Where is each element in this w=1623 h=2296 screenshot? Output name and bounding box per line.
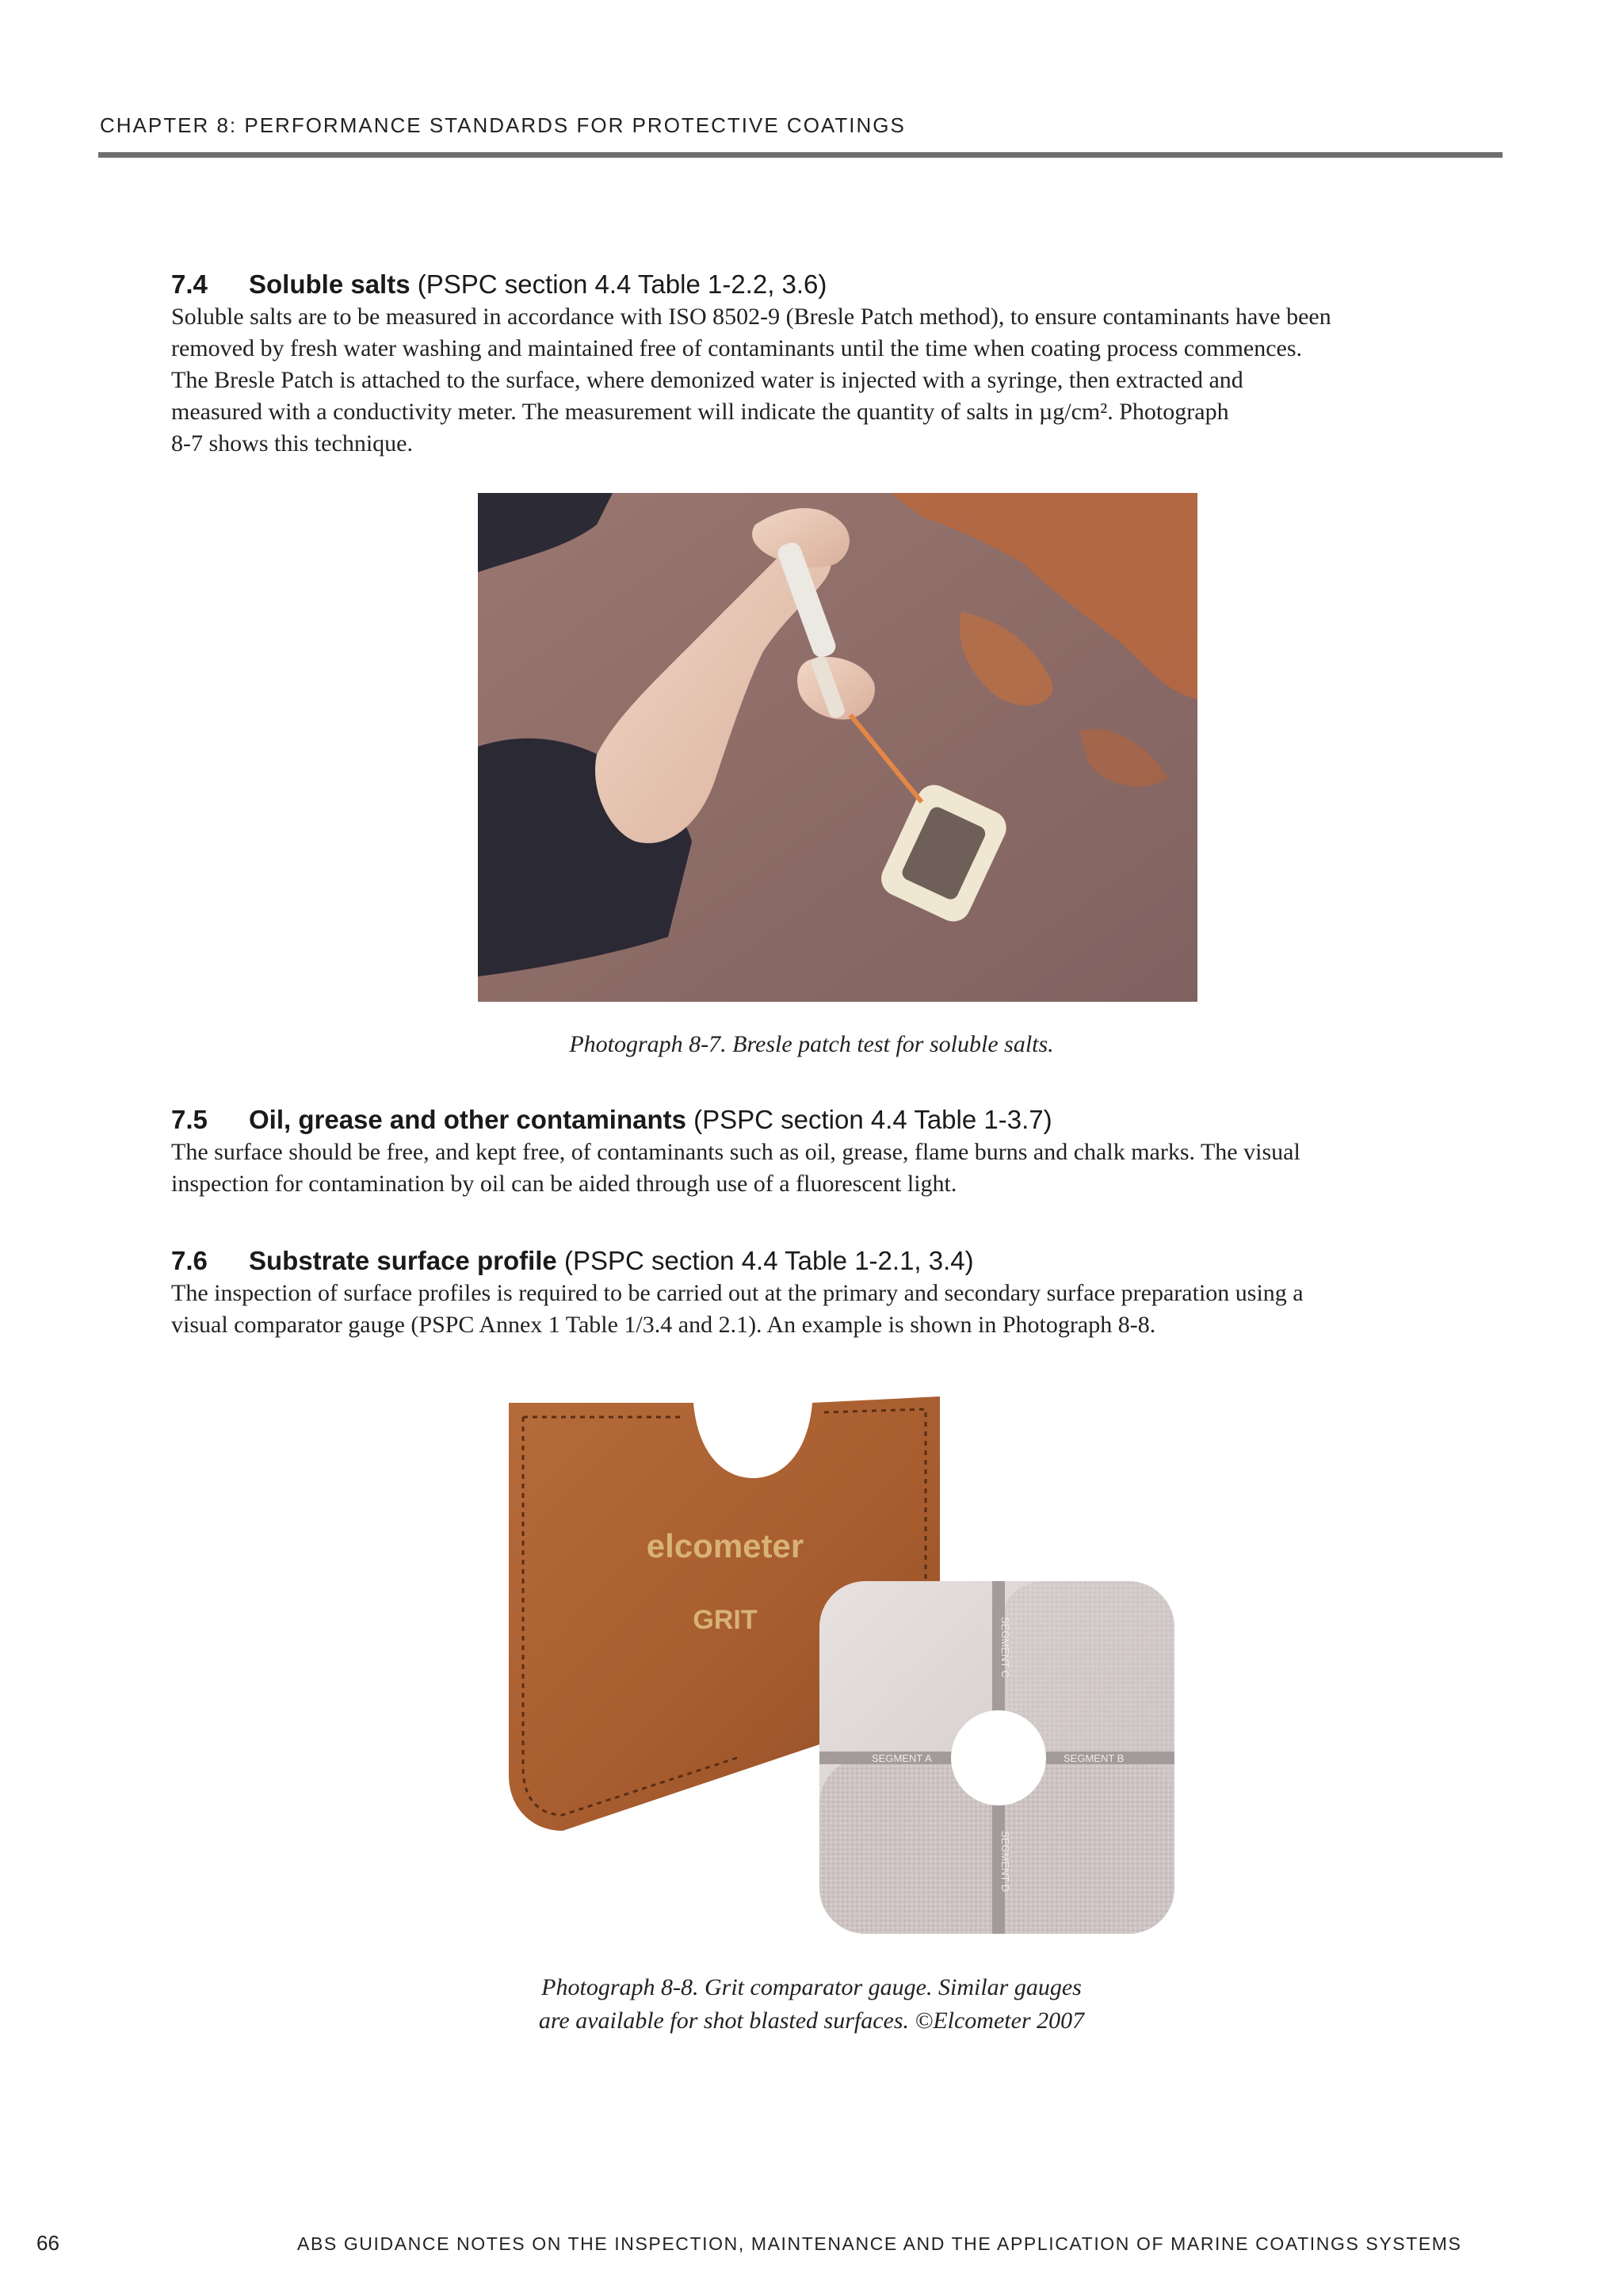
body-line: The Bresle Patch is attached to the surface, where demonized water is injected with a syringe, then extracted and: [171, 367, 1243, 393]
photo-caption-8-7: Photograph 8-7. Bresle patch test for soluble salts.: [569, 1031, 1054, 1057]
running-head: CHAPTER 8: PERFORMANCE STANDARDS FOR PROTECTIVE COATINGS: [100, 113, 906, 137]
section-7-5: [171, 1103, 1503, 1200]
body-line: Soluble salts are to be measured in accordance with ISO 8502-9 (Bresle Patch method), to ensure contaminants have been: [171, 304, 1331, 330]
segment-label: SEGMENT A: [872, 1752, 932, 1764]
section-reference: (PSPC section 4.4 Table 1-3.7): [685, 1105, 1052, 1134]
section-reference: (PSPC section 4.4 Table 1-2.2, 3.6): [410, 269, 827, 299]
body-line: visual comparator gauge (PSPC Annex 1 Table 1/3.4 and 2.1). An example is shown in Photograph 8-8.: [171, 1312, 1156, 1338]
photo-grit-comparator-gauge: [499, 1387, 1197, 1942]
section-reference: (PSPC section 4.4 Table 1-2.1, 3.4): [556, 1246, 974, 1275]
page-number: 66: [36, 2231, 59, 2255]
section-title: Substrate surface profile: [249, 1246, 557, 1275]
section-number: 7.6: [171, 1246, 208, 1275]
section-heading: [171, 268, 1503, 301]
photo-caption-8-8-line2: are available for shot blasted surfaces. ©Elcometer 2007: [538, 2008, 1085, 2034]
section-number: 7.4: [171, 269, 208, 299]
photo-caption-8-8-line1: Photograph 8-8. Grit comparator gauge. Similar gauges: [541, 1974, 1082, 2000]
body-line: measured with a conductivity meter. The measurement will indicate the quantity of salts in µg/cm². Photograph: [171, 399, 1229, 425]
body-line: The surface should be free, and kept free, of contaminants such as oil, grease, flame burns and chalk marks. The visual: [171, 1139, 1300, 1165]
brand-logo-text: elcometer: [646, 1527, 804, 1564]
segment-label: SEGMENT D: [999, 1831, 1011, 1893]
photo-bresle-patch-test: [478, 493, 1197, 1002]
section-7-4: [171, 268, 1503, 460]
section-7-6: [171, 1244, 1503, 1341]
segment-label: SEGMENT B: [1064, 1752, 1125, 1764]
product-label: GRIT: [693, 1605, 758, 1635]
running-footer: ABS GUIDANCE NOTES ON THE INSPECTION, MAINTENANCE AND THE APPLICATION OF MARINE COATINGS SYSTEMS: [297, 2233, 1462, 2254]
section-title: Soluble salts: [249, 269, 411, 299]
body-line: The inspection of surface profiles is required to be carried out at the primary and secondary surface preparation using a: [171, 1280, 1304, 1306]
section-number: 7.5: [171, 1105, 208, 1134]
header-rule: [98, 152, 1503, 158]
segment-label: SEGMENT C: [999, 1617, 1011, 1679]
body-line: inspection for contamination by oil can be aided through use of a fluorescent light.: [171, 1171, 957, 1197]
body-line: 8-7 shows this technique.: [171, 430, 413, 457]
section-title: Oil, grease and other contaminants: [249, 1105, 686, 1134]
section-heading: [171, 1244, 1503, 1278]
body-line: removed by fresh water washing and maintained free of contaminants until the time when coating process commences.: [171, 335, 1303, 361]
section-heading: [171, 1103, 1503, 1137]
